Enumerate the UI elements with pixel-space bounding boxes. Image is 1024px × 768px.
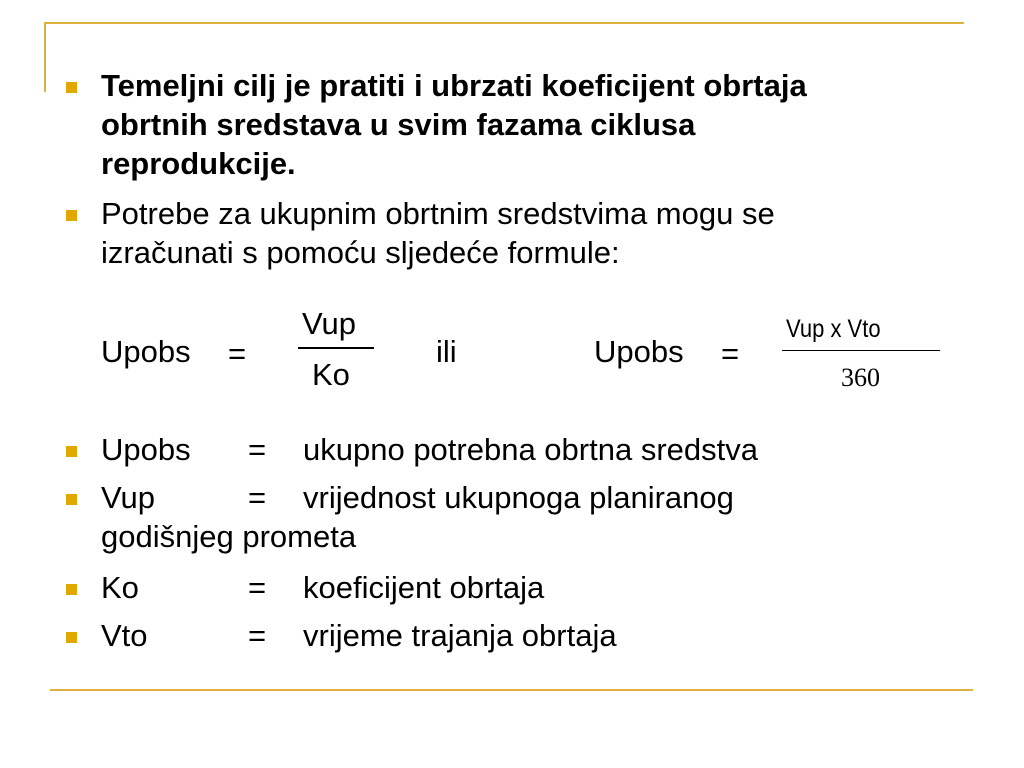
formula-left-equals: =	[228, 336, 247, 371]
definition-meaning: vrijeme trajanja obrtaja	[303, 618, 617, 653]
definition-term: Vup	[101, 480, 156, 515]
definition-meaning: ukupno potrebna obrtna sredstva	[303, 432, 758, 467]
definition-term: Ko	[101, 570, 139, 605]
bullet-icon	[66, 632, 77, 643]
formula-left-lhs: Upobs	[101, 334, 191, 369]
bullet-icon	[66, 584, 77, 595]
top-accent-line	[44, 22, 964, 24]
definition-equals: =	[248, 432, 267, 467]
bullet-1-line-2: obrtnih sredstava u svim fazama ciklusa	[101, 107, 696, 142]
formula-right-numerator: Vup x Vto	[786, 315, 881, 343]
bullet-icon	[66, 82, 77, 93]
formula-right-denominator: 360	[841, 363, 880, 392]
bullet-icon	[66, 446, 77, 457]
formula-left-fraction-bar	[298, 347, 374, 349]
bullet-2-line-1: Potrebe za ukupnim obrtnim sredstvima mogu se	[101, 196, 775, 231]
formula-right-lhs: Upobs	[594, 334, 684, 369]
definition-equals: =	[248, 480, 267, 515]
definition-meaning: vrijednost ukupnoga planiranog	[303, 480, 734, 515]
formula-right-fraction-bar	[782, 350, 940, 351]
definition-meaning-continuation: godišnjeg prometa	[101, 519, 357, 554]
bullet-icon	[66, 494, 77, 505]
left-accent-line	[44, 22, 46, 92]
definition-term: Vto	[101, 618, 148, 653]
formula-left-denominator: Ko	[312, 357, 350, 392]
bullet-1-line-1: Temeljni cilj je pratiti i ubrzati koeficijent obrtaja	[101, 68, 807, 103]
formula-left-numerator: Vup	[302, 306, 357, 341]
formula-right-equals: =	[721, 336, 740, 371]
definition-equals: =	[248, 618, 267, 653]
bullet-icon	[66, 210, 77, 221]
definition-meaning: koeficijent obrtaja	[303, 570, 545, 605]
bullet-2-line-2: izračunati s pomoću sljedeće formule:	[101, 235, 620, 270]
bottom-accent-line	[50, 689, 973, 691]
formula-or: ili	[436, 334, 457, 369]
bullet-1-line-3: reprodukcije.	[101, 146, 296, 181]
definition-term: Upobs	[101, 432, 191, 467]
definition-equals: =	[248, 570, 267, 605]
